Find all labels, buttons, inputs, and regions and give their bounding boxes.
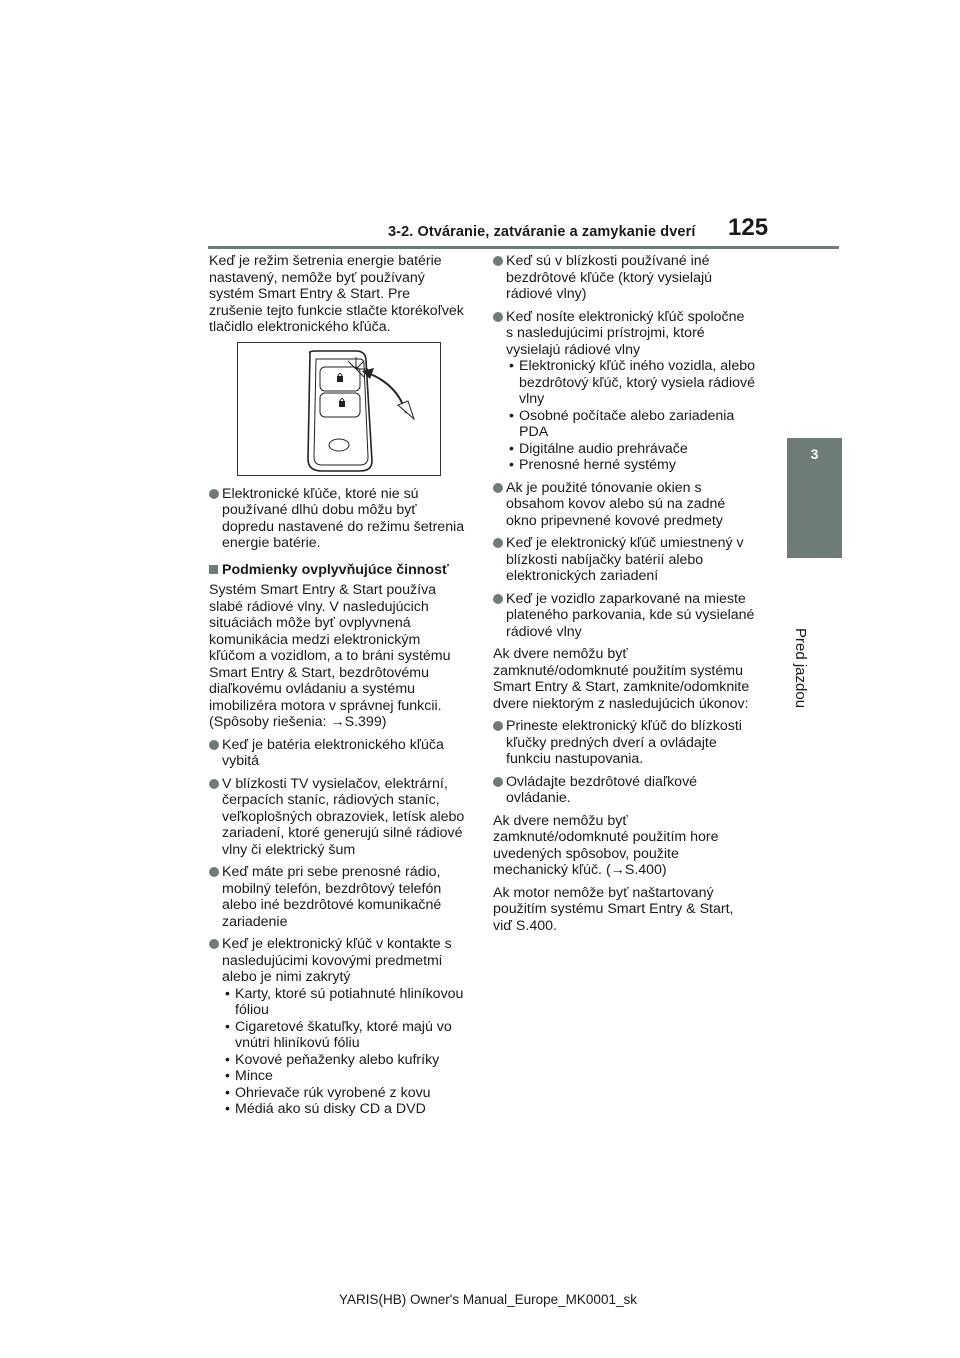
bullet-dot-icon <box>493 594 503 604</box>
footer-text: YARIS(HB) Owner's Manual_Europe_MK0001_sk <box>339 1292 637 1307</box>
conditions-paragraph: Systém Smart Entry & Start používa slabé rádiové vlny. V nasledujúcich situáciách môže byť ovplyvnená komunikácia medzi elektronickým kľúčom a vozidlom, a to bráni systému Smart Entry & Start, bezdrôtovému diaľkovému ovládaniu a systému imobilizéra motora v správnej funkcii. (Spôsoby riešenia: →S.399) <box>209 582 451 730</box>
left-column <box>209 253 465 1124</box>
list-item: Keď je elektronický kľúč v kontakte s nasledujúcimi kovovými predmetmi alebo je nimi zakrytý <box>209 936 465 986</box>
bullet-dot-icon <box>493 538 503 548</box>
chapter-tab <box>787 438 842 558</box>
header-rule <box>208 246 839 249</box>
list-item: • Ohrievače rúk vyrobené z kovu <box>225 1084 431 1101</box>
list-item: • Karty, ktoré sú potiahnuté hliníkovou fóliou <box>225 985 464 1018</box>
lock-paragraph: Ak dvere nemôžu byť zamknuté/odomknuté použitím systému Smart Entry & Start, zamknite/odomknite dvere niektorým z nasledujúcich úkonov: <box>493 646 750 712</box>
intro-paragraph: Keď je režim šetrenia energie batérie nastavený, nemôže byť používaný systém Smart Entry & Start. Pre zrušenie tejto funkcie stlačte ktorékoľvek tlačidlo elektronického kľúča. <box>209 253 464 335</box>
square-icon <box>209 565 218 574</box>
list-item: Keď je batéria elektronického kľúča vybitá <box>209 737 465 770</box>
list-item: Keď nosíte elektronický kľúč spoločne s nasledujúcimi prístrojmi, ktoré vysielajú rádiové vlny <box>493 309 755 359</box>
list-item: • Osobné počítače alebo zariadenia PDA <box>509 407 735 440</box>
list-item: Prineste elektronický kľúč do blízkosti kľučky predných dverí a ovládajte funkciu nastupovania. <box>493 718 755 768</box>
list-item: V blízkosti TV vysielačov, elektrární, čerpacích staníc, rádiových staníc, veľkoplošných obrazoviek, letísk alebo zariadení, ktoré generujú silné rádiové vlny či elektrický šum <box>209 776 465 859</box>
list-item: Keď je elektronický kľúč umiestnený v blízkosti nabíjačky batérií alebo elektronických zariadení <box>493 535 755 585</box>
list-item: Ovládajte bezdrôtové diaľkové ovládanie. <box>493 774 755 807</box>
list-item: Keď je vozidlo zaparkované na mieste plateného parkovania, kde sú vysielané rádiové vlny <box>493 591 755 641</box>
bullet-dot-icon <box>209 867 219 877</box>
bullet-dot-icon <box>209 489 219 499</box>
bullet-dot-icon <box>493 721 503 731</box>
chapter-label: Pred jazdou <box>792 628 809 709</box>
devices-list <box>506 358 755 474</box>
engine-paragraph: Ak motor nemôže byť naštartovaný použitím systému Smart Entry & Start, viď S.400. <box>493 884 734 934</box>
section-heading: Podmienky ovplyvňujúce činnosť <box>209 562 465 579</box>
list-item: Ak je použité tónovanie okien s obsahom kovov alebo sú na zadné okno pripevnené kovové predmety <box>493 480 755 530</box>
right-column <box>493 253 755 940</box>
bullet-unused-keys: Elektronické kľúče, ktoré nie sú používané dlhú dobu môžu byť dopredu nastavené do režimu šetrenia energie batérie. <box>209 486 465 552</box>
list-item: • Cigaretové škatuľky, ktoré majú vo vnútri hliníkovú fóliu <box>225 1018 452 1051</box>
metal-objects-list <box>222 986 465 1118</box>
list-item: • Kovové peňaženky alebo kufríky <box>225 1051 440 1068</box>
page-number: 125 <box>728 214 769 241</box>
bullet-dot-icon <box>209 740 219 750</box>
chapter-number: 3 <box>810 446 819 462</box>
key-illustration <box>237 342 441 476</box>
bullet-dot-icon <box>209 939 219 949</box>
list-item: Keď máte pri sebe prenosné rádio, mobilný telefón, bezdrôtový telefón alebo iné bezdrôtové komunikačné zariadenie <box>209 864 465 930</box>
electronic-key-icon <box>238 343 440 475</box>
bullet-dot-icon <box>209 779 219 789</box>
list-item: • Médiá ako sú disky CD a DVD <box>225 1101 426 1117</box>
list-item: Keď sú v blízkosti používané iné bezdrôtové kľúče (ktorý vysielajú rádiové vlny) <box>493 253 755 303</box>
list-item: • Digitálne audio prehrávače <box>509 440 688 457</box>
list-item: • Mince <box>225 1068 273 1084</box>
bullet-dot-icon <box>493 256 503 266</box>
list-item: • Prenosné herné systémy <box>509 457 676 473</box>
bullet-dot-icon <box>493 777 503 787</box>
bullet-dot-icon <box>493 312 503 322</box>
section-title: 3-2. Otváranie, zatváranie a zamykanie dverí <box>388 224 696 240</box>
mechanical-key-paragraph: Ak dvere nemôžu byť zamknuté/odomknuté použitím hore uvedených spôsobov, použite mechanický kľúč. (→S.400) <box>493 812 719 878</box>
bullet-dot-icon <box>493 483 503 493</box>
list-item: • Elektronický kľúč iného vozidla, alebo bezdrôtový kľúč, ktorý vysiela rádiové vlny <box>509 358 755 407</box>
